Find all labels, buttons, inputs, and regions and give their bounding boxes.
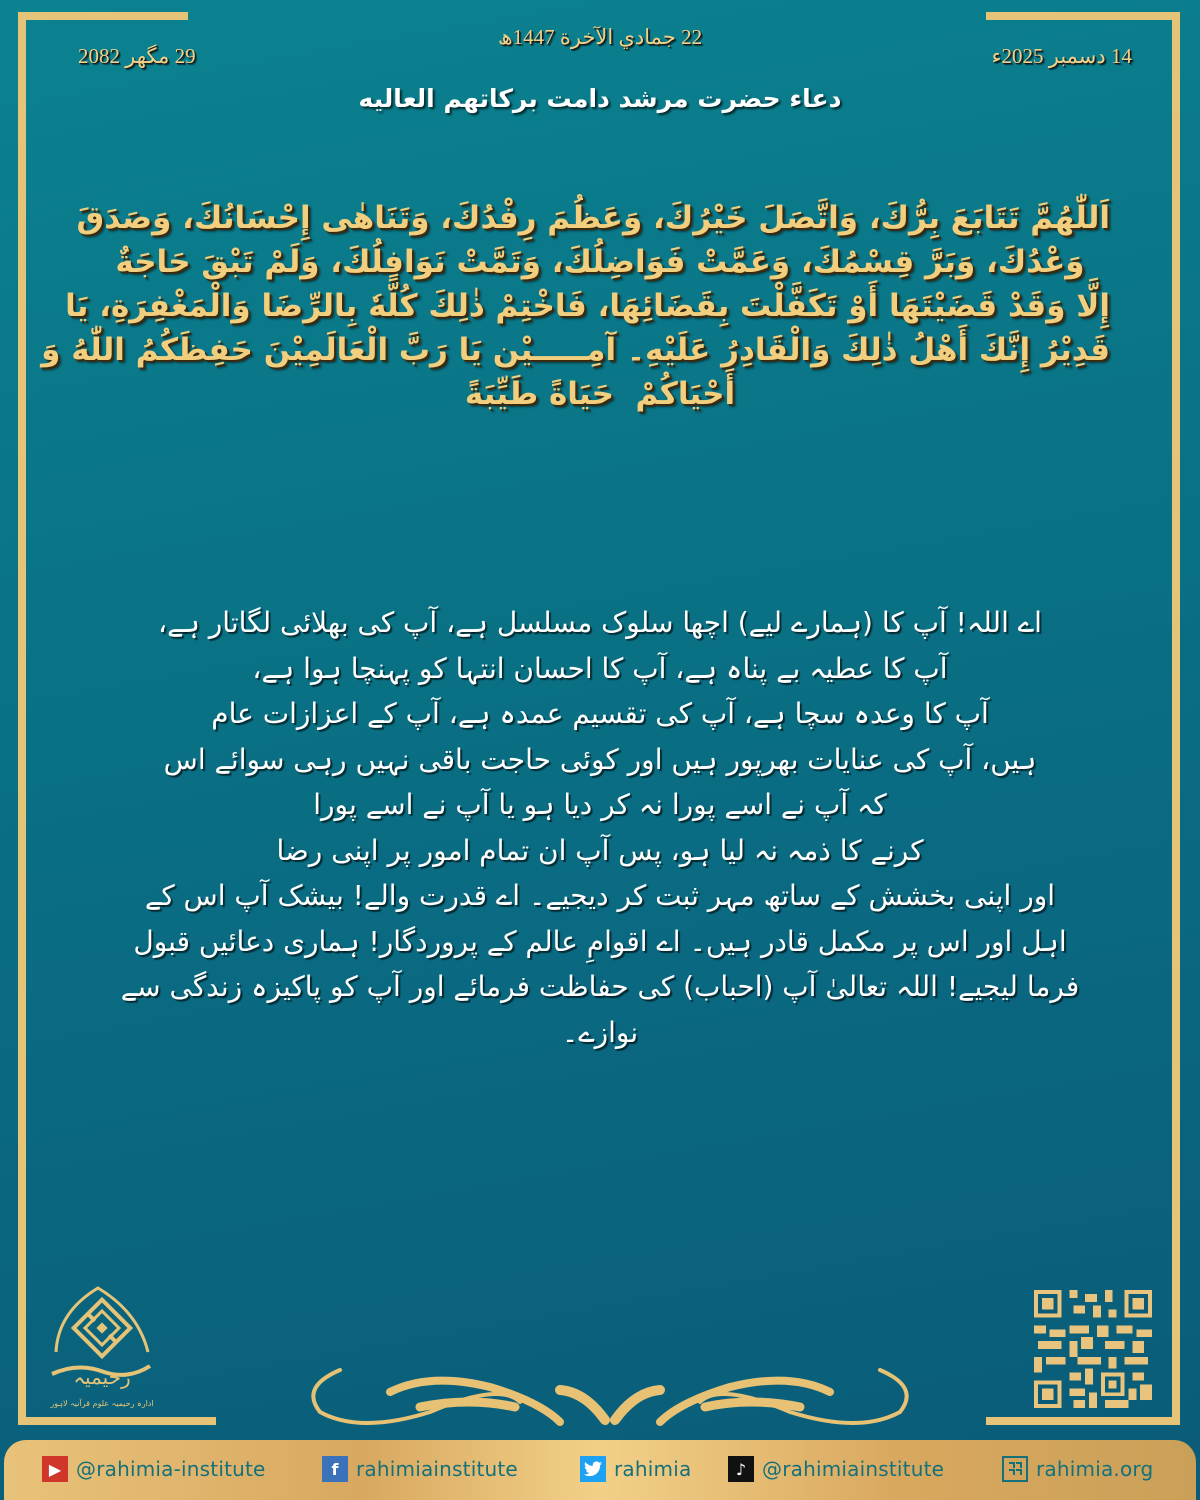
urdu-line: کرنے کا ذمہ نہ لیا ہو، پس آپ ان تمام امور پر اپنی رضا [276,833,924,867]
urdu-line: اے اللہ! آپ کا (ہمارے لیے) اچھا سلوک مسلسل ہے، آپ کی بھلائی لگاتار ہے، [158,606,1042,639]
website-url[interactable]: rahimia.org [1036,1457,1154,1481]
urdu-line: اہل اور اس پر مکمل قادر ہیں۔ اے اقوامِ عالم کے پروردگار! ہماری دعائیں قبول [133,924,1067,958]
facebook-handle[interactable]: rahimiainstitute [356,1457,518,1481]
urdu-line: نوازے۔ [561,1015,639,1049]
svg-text:رحیمیہ: رحیمیہ [73,1365,131,1389]
bikrami-date: 29 مگھر 2082 [78,44,196,68]
youtube-link[interactable] [42,1456,266,1482]
svg-text:ادارہ رحیمیہ علوم قرآنیہ لاہور: ادارہ رحیمیہ علوم قرآنیہ لاہور [50,1399,154,1408]
arabic-line: وَعْدُكَ، وَبَرَّ قِسْمُكَ، وَعَمَّتْ فَوَاضِلُكَ، وَتَمَّتْ نَوَافِلُكَ، وَلَمْ تَبْقَ حَاجَةٌ [115,244,1085,280]
frame-left-vertical [18,12,26,1425]
tiktok-link[interactable] [728,1456,944,1482]
arabic-line: قَدِيْرُ إِنَّكَ أَهْلُ ذٰلِكَ وَالْقَادِرُ عَلَيْهِ۔ آمِـــــيْن يَا رَبَّ الْعَالَمِيْنَ حَفِظَكُمُ اللّٰهُ وَ [41,332,1110,368]
website-icon [1002,1456,1028,1482]
urdu-line: ہیں، آپ کی عنایات بھرپور ہیں اور کوئی حاجت باقی نہیں رہی سوائے اس [163,742,1037,776]
page-title: دعاء حضرت مرشد دامت برکاتھم العالیه [358,84,842,113]
frame-top-left-horizontal [18,12,188,20]
urdu-line: اور اپنی بخشش کے ساتھ مہر ثبت کر دیجیے۔ اے قدرت والے! بیشک آپ اس کے [144,879,1056,912]
arabic-line: إِلَّا وَقَدْ قَضَيْتَهَا أَوْ تَكَفَّلْتَ بِقَضَائِهَا، فَاخْتِمْ ذٰلِكَ كُلَّهٗ بِالرِّضَا وَالْمَغْفِرَةِ، يَا [65,288,1110,324]
dome-emblem-icon [38,1282,166,1414]
urdu-line: آپ کا عطیہ بے پناہ ہے، آپ کا احسان انتہا کو پہنچا ہوا ہے، [252,651,948,685]
youtube-icon: ▶ [42,1456,68,1482]
decorative-flourish [300,1362,920,1432]
website-link[interactable] [1002,1456,1153,1482]
urdu-line: آپ کا وعدہ سچا ہے، آپ کی تقسیم عمدہ ہے، آپ کے اعزازات عام [211,697,989,730]
social-footer [4,1440,1196,1500]
frame-bottom-left-horizontal [18,1417,216,1425]
twitter-handle[interactable]: rahimia [614,1457,692,1481]
qr-code[interactable] [1033,1290,1153,1408]
hijri-date: 22 جمادي الآخرة 1447ھ [497,25,703,49]
facebook-icon: f [322,1456,348,1482]
urdu-line: کہ آپ نے اسے پورا نہ کر دیا ہو یا آپ نے اسے پورا [313,788,887,821]
frame-top-right-horizontal [986,12,1180,20]
gregorian-date: 14 دسمبر 2025ء [991,44,1132,68]
urdu-line: فرما لیجیے! اللہ تعالیٰ آپ (احباب) کی حفاظت فرمائے اور آپ کو پاکیزہ زندگی سے [120,970,1080,1003]
frame-bottom-right-horizontal [986,1417,1180,1425]
twitter-link[interactable] [580,1456,691,1482]
tiktok-handle[interactable]: @rahimiainstitute [762,1457,945,1481]
urdu-translation [120,600,1080,1055]
facebook-link[interactable] [322,1456,518,1482]
youtube-handle[interactable]: @rahimia-institute [76,1457,266,1481]
frame-right-vertical [1172,12,1180,1425]
arabic-dua [41,196,1110,416]
arabic-line: أَحْيَاكُمْ ￼ حَيَاةً طَيِّبَةً [464,376,736,412]
arabic-line: اَللّٰهُمَّ تَتَابَعَ بِرُّكَ، وَاتَّصَلَ خَيْرُكَ، وَعَظُمَ رِفْدُكَ، وَتَنَاهٰى إِحْسَانُكَ، وَصَدَقَ [76,200,1110,236]
tiktok-icon: ♪ [728,1456,754,1482]
twitter-icon [580,1456,606,1482]
rahimia-logo [38,1282,166,1414]
